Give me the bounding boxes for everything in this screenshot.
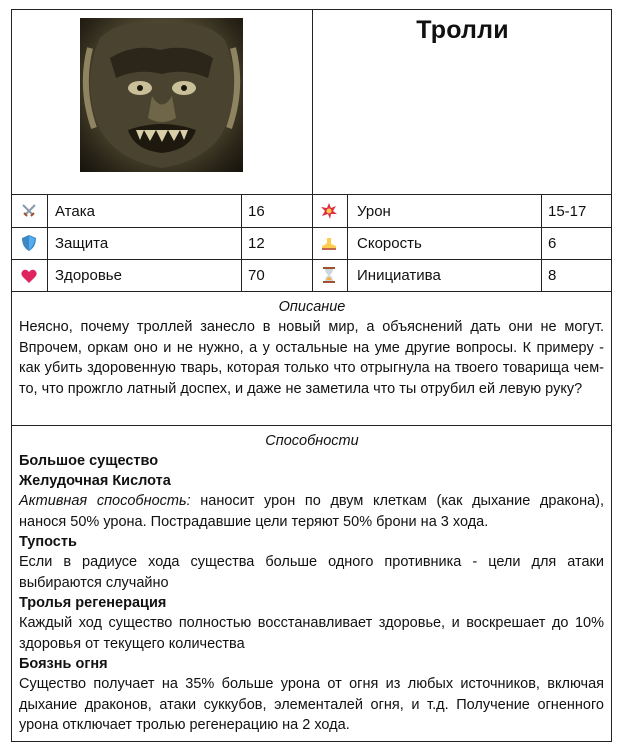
abilities-heading: Способности — [265, 433, 359, 449]
stat-col-line-1 — [47, 194, 48, 292]
ability-regen-text: Каждый ход существо полностью восстанавливает здоровье, и воскрешает до 10% здоровья от текущего количества — [19, 615, 604, 652]
stat-col-line-3 — [312, 194, 313, 292]
explosion-icon — [321, 203, 337, 219]
crossed-swords-icon — [21, 203, 37, 219]
ability-regen-name: Тролья регенерация — [19, 595, 167, 611]
stat-col-line-2 — [241, 194, 242, 292]
initiative-value: 8 — [548, 267, 557, 284]
stat-col-line-5 — [541, 194, 542, 292]
defense-value: 12 — [248, 235, 265, 252]
health-label: Здоровье — [55, 267, 122, 284]
ability-fire-name: Боязнь огня — [19, 656, 108, 672]
initiative-label: Инициатива — [357, 267, 441, 284]
boot-icon — [321, 235, 337, 251]
ability-acid-desc — [19, 491, 604, 532]
ability-stupidity-name: Тупость — [19, 534, 77, 550]
damage-value: 15-17 — [548, 203, 587, 220]
troll-portrait — [80, 18, 243, 172]
shield-icon — [21, 235, 37, 251]
attack-label: Атака — [55, 203, 95, 220]
ability-fire-text: Существо получает на 35% больше урона от огня из любых источников, включая дыхание драконов, атаки суккубов, элементалей огня, и т.д. Получение огненного урона отключает тролью регенерацию на 2 хода. — [19, 676, 604, 733]
ability-acid-text: наносит урон по двум клеткам (как дыхание дракона), нанося 50% урона. Пострадавшие цели теряют 50% брони на 3 хода. — [19, 493, 605, 530]
stat-col-line-4 — [347, 194, 348, 292]
description-heading: Описание — [278, 299, 346, 315]
health-value: 70 — [248, 267, 265, 284]
damage-label: Урон — [357, 203, 391, 220]
heart-icon — [21, 268, 37, 284]
attack-value: 16 — [248, 203, 265, 220]
description-text: Неясно, почему троллей занесло в новый мир, а объяснений дать они не могут. Впрочем, оркам оно и не нужно, а у остальные на уме другие вопросы. К примеру - как убить здоровенную тварь, которая только что отрыгнула на твоего товарища чем-то, что прожгло латный доспех, и даже не заметила что ты отрубил ей левую руку? — [19, 319, 604, 397]
ability-stupidity-text: Если в радиусе хода существа больше одного противника - цели для атаки выбираются случайно — [19, 554, 604, 591]
speed-value: 6 — [548, 235, 557, 252]
ability-big-creature: Большое существо — [19, 453, 159, 469]
hourglass-icon — [321, 267, 337, 283]
description-bottom-rule — [11, 425, 612, 426]
creature-title: Тролли — [416, 16, 509, 44]
ability-acid-tag: Активная способность: — [19, 493, 191, 509]
ability-acid-name: Желудочная Кислота — [19, 473, 171, 489]
defense-label: Защита — [55, 235, 109, 252]
speed-label: Скорость — [357, 235, 422, 252]
